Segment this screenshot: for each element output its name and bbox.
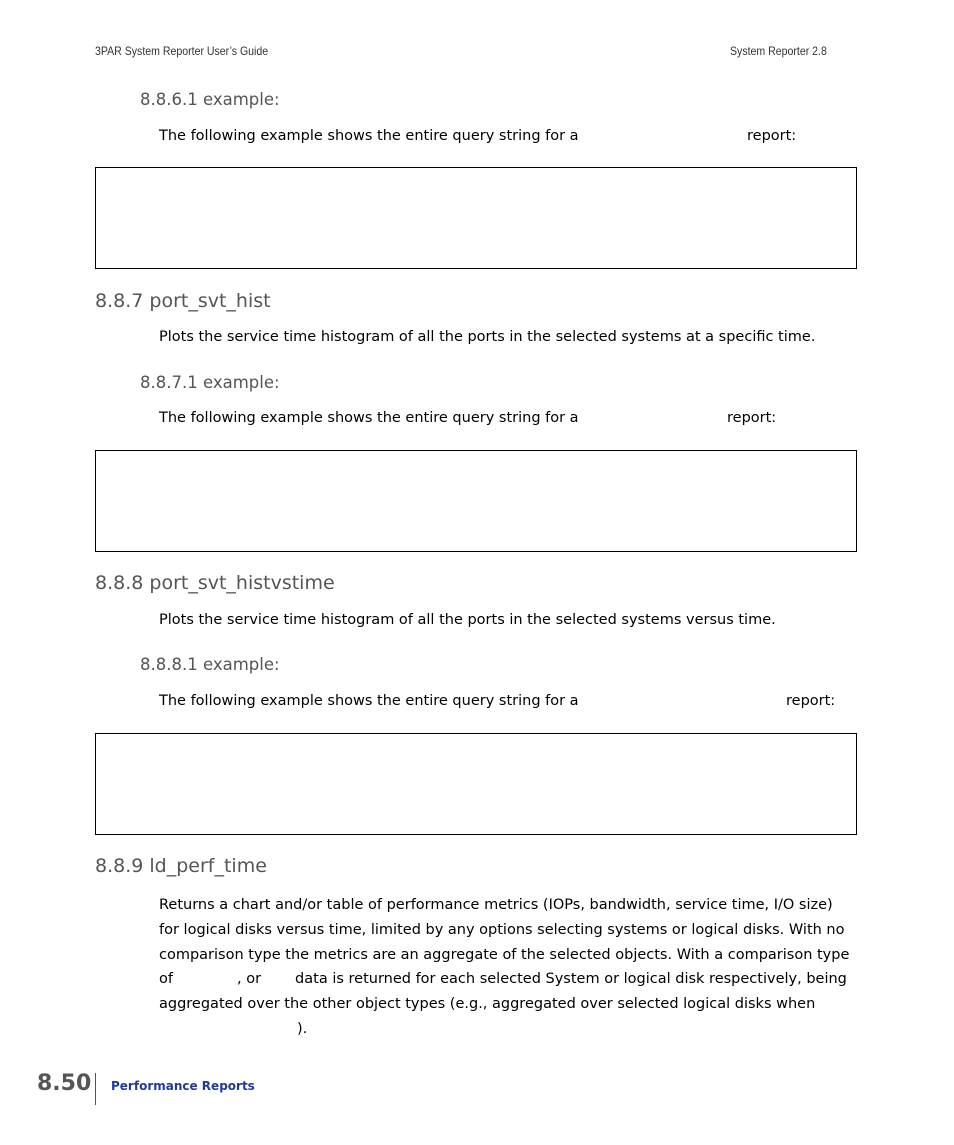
- example-report-word-8-8-8-1: report:: [786, 693, 836, 709]
- query-string-box-8-8-8-1: [95, 733, 857, 835]
- footer-divider: [95, 1073, 96, 1105]
- section-heading-8-8-8: 8.8.8 port_svt_histvstime: [95, 572, 335, 594]
- paragraph-line: comparison type the metrics are an aggregate of the selected objects. With a comparison type: [159, 946, 850, 963]
- query-string-box-8-8-6-1: [95, 167, 857, 269]
- example-intro-text-8-8-7-1: The following example shows the entire query string for a: [159, 410, 579, 426]
- example-heading-8-8-8-1: 8.8.8.1 example:: [140, 655, 280, 674]
- page-number: 8.50: [37, 1071, 92, 1096]
- example-report-word-8-8-6-1: report:: [747, 128, 797, 144]
- paragraph-fragment: , or: [236, 971, 262, 988]
- example-heading-8-8-6-1: 8.8.6.1 example:: [140, 90, 280, 109]
- query-string-box-8-8-7-1: [95, 450, 857, 552]
- paragraph-line: [159, 967, 859, 992]
- paragraph-fragment: of: [159, 971, 173, 988]
- paragraph-line: [159, 1017, 859, 1042]
- paragraph-line: for logical disks versus time, limited by any options selecting systems or logical disks. With no: [159, 921, 845, 938]
- section-heading-8-8-9: 8.8.9 ld_perf_time: [95, 855, 267, 877]
- paragraph-line: Returns a chart and/or table of performance metrics (IOPs, bandwidth, service time, I/O size): [159, 897, 833, 913]
- example-intro-text-8-8-8-1: The following example shows the entire query string for a: [159, 693, 579, 709]
- example-intro-text-8-8-6-1: The following example shows the entire query string for a: [159, 128, 579, 144]
- running-header-version: System Reporter 2.8: [730, 44, 827, 58]
- paragraph-fragment: data is returned for each selected System or logical disk respectively, being: [295, 971, 847, 988]
- section-paragraph-8-8-9: [159, 893, 859, 1042]
- paragraph-line: aggregated over the other object types (e.g., aggregated over selected logical disks when: [159, 996, 816, 1013]
- running-header-title: 3PAR System Reporter User’s Guide: [95, 44, 269, 58]
- paragraph-fragment: ).: [297, 1020, 308, 1037]
- section-description-8-8-7: Plots the service time histogram of all the ports in the selected systems at a specific time.: [159, 329, 816, 345]
- section-description-8-8-8: Plots the service time histogram of all the ports in the selected systems versus time.: [159, 612, 776, 628]
- section-heading-8-8-7: 8.8.7 port_svt_hist: [95, 290, 271, 312]
- example-report-word-8-8-7-1: report:: [727, 410, 777, 426]
- example-heading-8-8-7-1: 8.8.7.1 example:: [140, 373, 280, 392]
- footer-section-link[interactable]: Performance Reports: [111, 1079, 255, 1093]
